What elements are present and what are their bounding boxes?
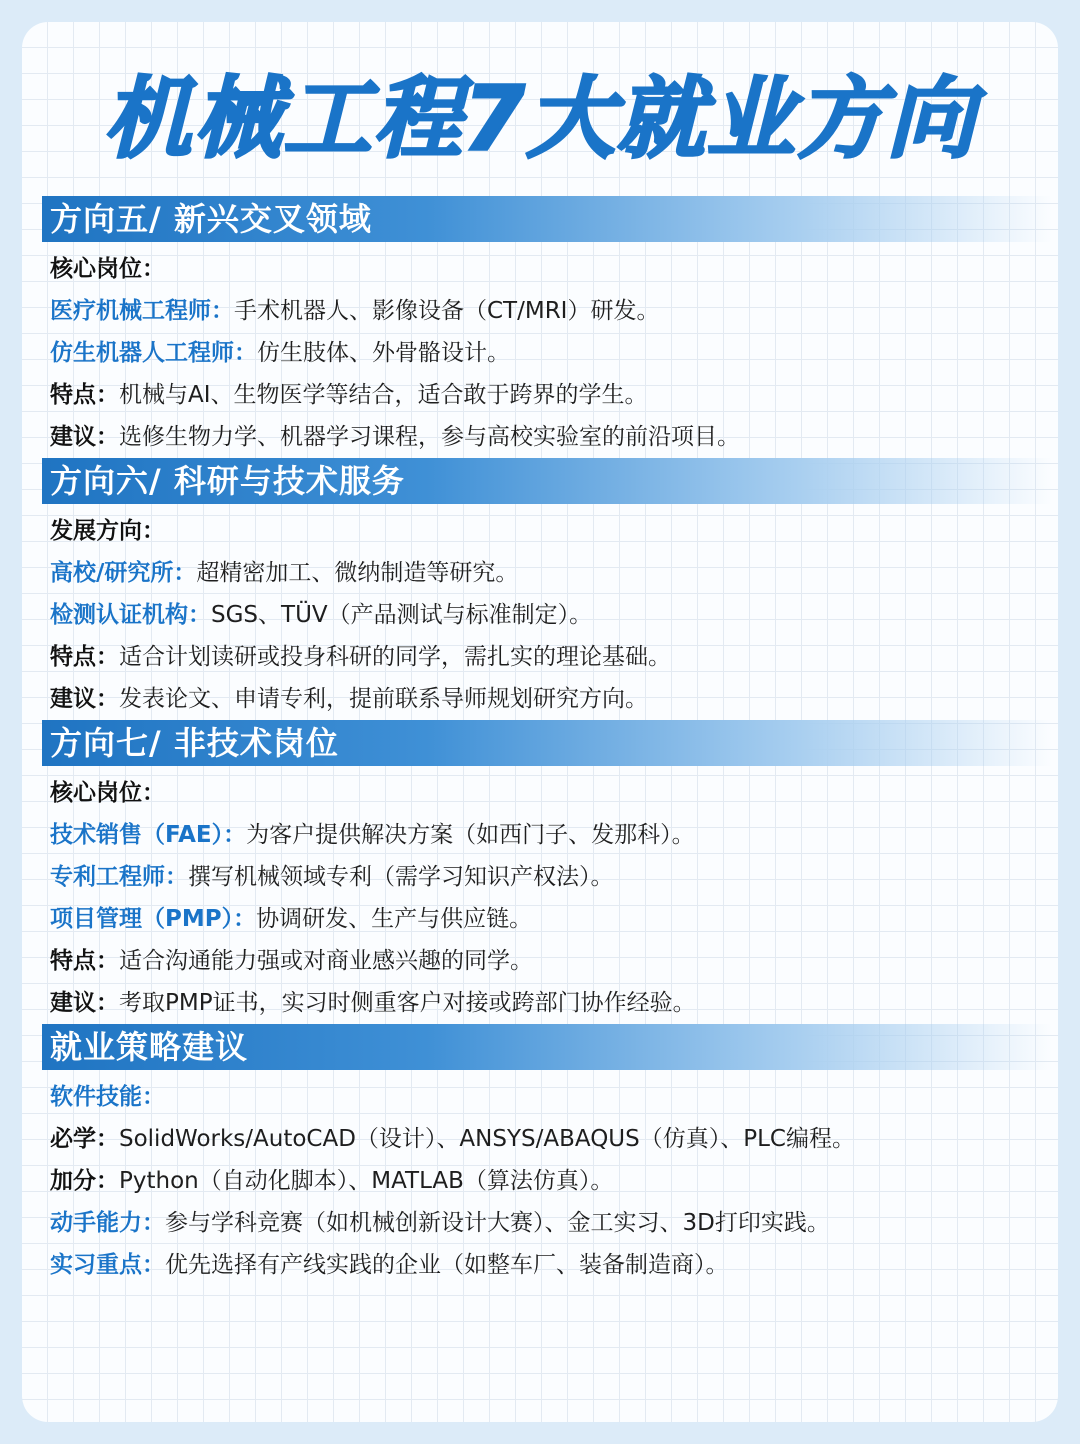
- item-label: 医疗机械工程师：: [50, 298, 234, 324]
- list-item: [42, 1118, 1052, 1160]
- list-item: [42, 678, 1052, 720]
- item-label: 高校/研究所：: [50, 560, 197, 586]
- item-label: 动手能力：: [50, 1210, 165, 1236]
- item-label: 软件技能：: [50, 1084, 165, 1110]
- list-item: [42, 374, 1052, 416]
- section-direction-5: [42, 196, 1052, 458]
- item-text: Python（自动化脚本）、MATLAB（算法仿真）。: [119, 1168, 614, 1194]
- item-label: 检测认证机构：: [50, 602, 211, 628]
- item-label: 必学：: [50, 1126, 119, 1152]
- item-text: SGS、TÜV（产品测试与标准制定）。: [211, 602, 593, 628]
- item-text: 超精密加工、微纳制造等研究。: [196, 560, 519, 586]
- section-header: 就业策略建议: [42, 1024, 1052, 1070]
- list-item: [42, 982, 1052, 1024]
- item-label: 技术销售（FAE）：: [50, 822, 247, 848]
- item-text: 优先选择有产线实践的企业（如整车厂、装备制造商）。: [165, 1252, 729, 1278]
- list-item: [42, 772, 1052, 814]
- item-label: 建议：: [50, 686, 119, 712]
- item-text: 选修生物力学、机器学习课程，参与高校实验室的前沿项目。: [119, 424, 740, 450]
- item-label: 核心岗位：: [50, 780, 165, 806]
- list-item: [42, 898, 1052, 940]
- list-item: [42, 248, 1052, 290]
- item-label: 特点：: [50, 382, 119, 408]
- list-item: [42, 1244, 1052, 1286]
- section-direction-6: [42, 458, 1052, 720]
- list-item: [42, 814, 1052, 856]
- list-item: [42, 940, 1052, 982]
- page-title: 机械工程7大就业方向: [103, 67, 977, 170]
- item-text: 撰写机械领域专利（需学习知识产权法）。: [188, 864, 614, 890]
- item-label: 发展方向：: [50, 518, 165, 544]
- list-item: [42, 1202, 1052, 1244]
- item-text: 手术机器人、影像设备（CT/MRI）研发。: [234, 298, 660, 324]
- list-item: [42, 636, 1052, 678]
- item-text: 参与学科竞赛（如机械创新设计大赛）、金工实习、3D打印实践。: [165, 1210, 830, 1236]
- list-item: [42, 856, 1052, 898]
- item-label: 加分：: [50, 1168, 119, 1194]
- item-text: 协调研发、生产与供应链。: [256, 906, 533, 932]
- item-label: 实习重点：: [50, 1252, 165, 1278]
- section-header: 方向七/ 非技术岗位: [42, 720, 1052, 766]
- item-label: 建议：: [50, 990, 119, 1016]
- item-label: 核心岗位：: [50, 256, 165, 282]
- poster-card: [22, 22, 1058, 1422]
- item-label: 项目管理（PMP）：: [50, 906, 257, 932]
- item-label: 仿生机器人工程师：: [50, 340, 257, 366]
- section-strategy: [42, 1024, 1052, 1286]
- item-label: 特点：: [50, 644, 119, 670]
- item-label: 专利工程师：: [50, 864, 188, 890]
- item-label: 特点：: [50, 948, 119, 974]
- section-direction-7: [42, 720, 1052, 1024]
- content-area: [42, 196, 1052, 1286]
- item-label: 建议：: [50, 424, 119, 450]
- list-item: [42, 510, 1052, 552]
- list-item: [42, 1160, 1052, 1202]
- item-text: 考取PMP证书，实习时侧重客户对接或跨部门协作经验。: [119, 990, 696, 1016]
- list-item: [42, 332, 1052, 374]
- item-text: 发表论文、申请专利，提前联系导师规划研究方向。: [119, 686, 648, 712]
- list-item: [42, 290, 1052, 332]
- item-text: SolidWorks/AutoCAD（设计）、ANSYS/ABAQUS（仿真）、PLC编程。: [119, 1126, 855, 1152]
- section-header: 方向六/ 科研与技术服务: [42, 458, 1052, 504]
- list-item: [42, 1076, 1052, 1118]
- item-text: 适合沟通能力强或对商业感兴趣的同学。: [119, 948, 533, 974]
- item-text: 仿生肢体、外骨骼设计。: [257, 340, 510, 366]
- item-text: 机械与AI、生物医学等结合，适合敢于跨界的学生。: [119, 382, 648, 408]
- section-header: 方向五/ 新兴交叉领域: [42, 196, 1052, 242]
- list-item: [42, 416, 1052, 458]
- list-item: [42, 594, 1052, 636]
- item-text: 适合计划读研或投身科研的同学，需扎实的理论基础。: [119, 644, 671, 670]
- list-item: [42, 552, 1052, 594]
- item-text: 为客户提供解决方案（如西门子、发那科）。: [246, 822, 695, 848]
